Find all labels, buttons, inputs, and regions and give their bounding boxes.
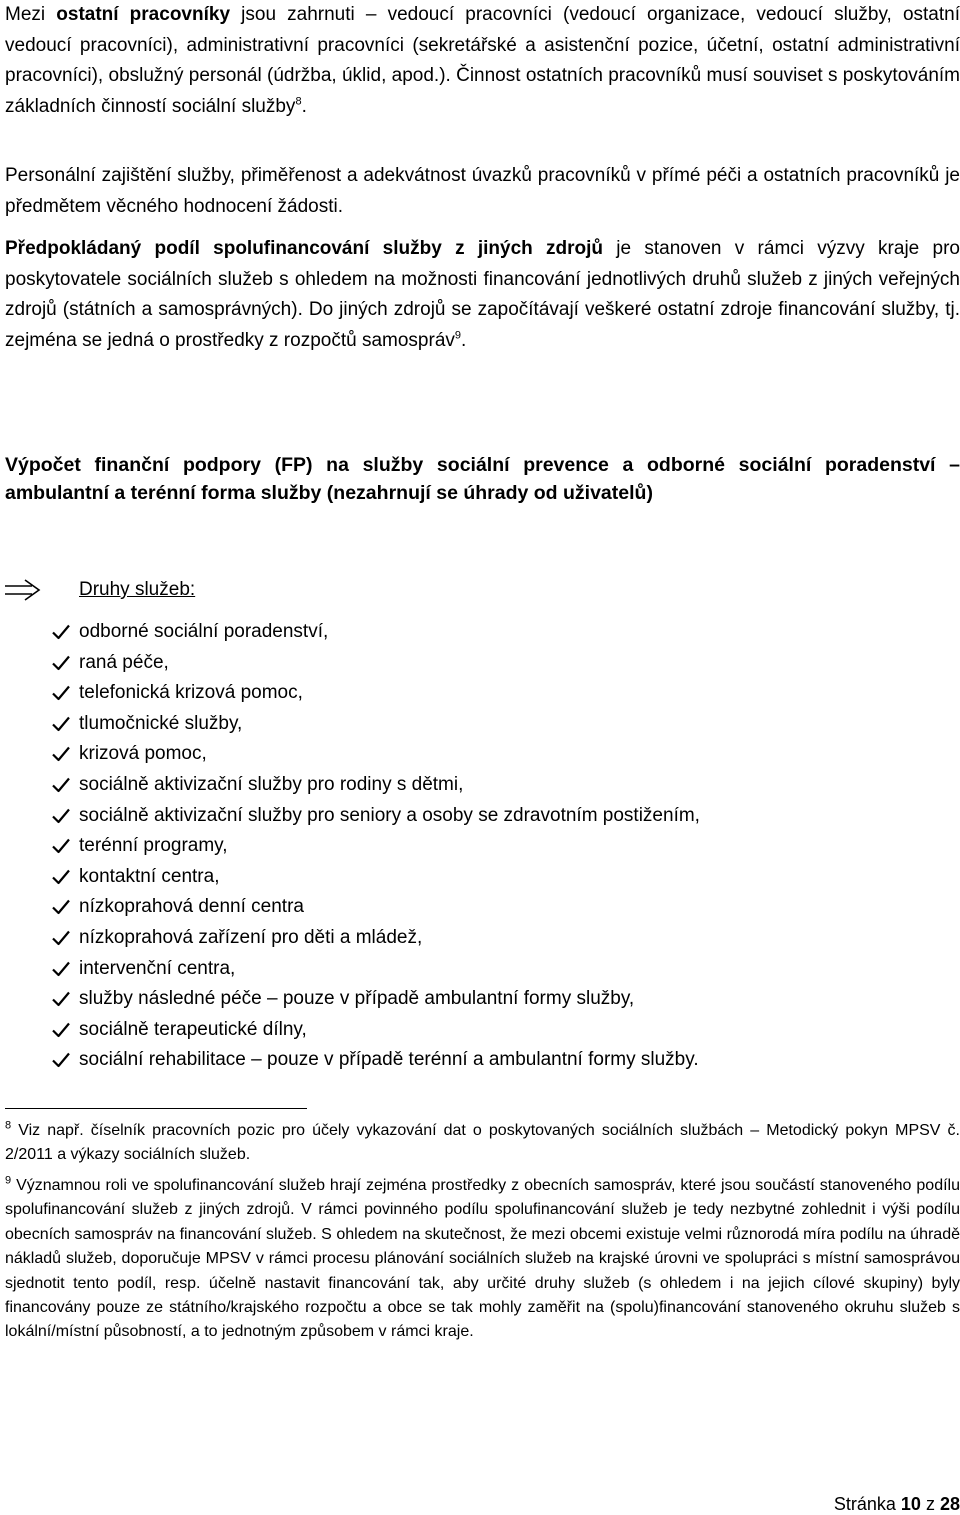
paragraph-other-staff: [5, 0, 960, 123]
section-heading: Výpočet finanční podpory (FP) na služby sociální prevence a odborné sociální poradenství – ambulantní a terénní forma služby (nezahrnují se úhrady od uživatelů): [5, 454, 960, 504]
check-mark-icon: [52, 808, 70, 824]
list-item-label: kontaktní centra,: [79, 865, 220, 887]
list-item: [52, 739, 700, 770]
check-mark-icon: [52, 869, 70, 885]
page-separator: z: [920, 1494, 940, 1514]
list-item: [52, 678, 700, 709]
list-item-label: sociálně aktivizační služby pro seniory a osoby se zdravotním postižením,: [79, 804, 700, 826]
footnote-9: [5, 1174, 960, 1345]
list-item-label: tlumočnické služby,: [79, 712, 243, 734]
text: .: [301, 96, 307, 118]
check-mark-icon: [52, 746, 70, 762]
double-arrow-right-icon: [5, 579, 41, 601]
page-label: Stránka: [833, 1494, 901, 1514]
bold-text: ostatní pracovníky: [56, 4, 231, 25]
list-item-label: intervenční centra,: [79, 957, 236, 979]
check-mark-icon: [52, 1052, 70, 1068]
footnote-ref-9: 9: [454, 329, 462, 342]
list-item: [52, 709, 700, 740]
text: Mezi: [5, 4, 57, 25]
bold-text: Předpokládaný podíl spolufinancování služby z jiných zdrojů: [5, 238, 604, 259]
service-types-list: [52, 617, 700, 1076]
text: .: [461, 330, 467, 352]
list-item-label: raná péče,: [79, 651, 169, 673]
check-mark-icon: [52, 685, 70, 701]
page-number: [834, 1493, 960, 1515]
footnote-number: 9: [5, 1174, 12, 1187]
check-mark-icon: [52, 716, 70, 732]
list-item-label: sociálně aktivizační služby pro rodiny s dětmi,: [79, 773, 464, 795]
check-mark-icon: [52, 624, 70, 640]
footnote-text: Významnou roli ve spolufinancování služeb hrají zejména prostředky z obecních samospráv, které jsou součástí stanoveného podílu spolufinancování služeb z jiných zdrojů. V rámci povinného podílu spolufinancování služeb je tedy nezbytné zohlednit i výši podílu obecních samospráv na financování služeb. S ohledem na skutečnost, že mezi obcemi existuje velmi různorodá míra podílu na úhradě nákladů služeb, doporučuje MPSV v rámci procesu plánování sociálních služeb na krajské úrovni ve spolupráci s místní samosprávou sjednotit tento podíl, resp. účelně nastavit financování tak, aby určité druhy služeb (s ohledem i na jejich cílové skupiny) byly financovány pouze ze státního/krajského rozpočtu a obce se tak mohly zaměřit na (spolu)financování stanoveného okruhu služeb s lokální/místní působností, a to jednotným způsobem v rámci kraje.: [5, 1177, 960, 1341]
list-item: [52, 648, 700, 679]
check-mark-icon: [52, 838, 70, 854]
check-mark-icon: [52, 655, 70, 671]
check-mark-icon: [52, 961, 70, 977]
list-item: [52, 1015, 700, 1046]
list-item-label: sociálně terapeutické dílny,: [79, 1018, 307, 1040]
text: je stanoven v rámci výzvy kraje pro poskytovatele sociálních služeb s ohledem na možnosti financování jednotlivých druhů služeb z jiných veřejných zdrojů (státních a samosprávných). Do jiných zdrojů se započítávají veškeré ostatní zdroje financování služby, tj. zejména se jedná o prostředky z rozpočtů samospráv: [5, 238, 960, 352]
list-item: [52, 617, 700, 648]
service-types-label: Druhy služeb:: [79, 579, 196, 600]
list-item: [52, 862, 700, 893]
list-item-label: nízkoprahová denní centra: [79, 896, 304, 918]
check-mark-icon: [52, 899, 70, 915]
list-item: [52, 1045, 700, 1076]
check-mark-icon: [52, 930, 70, 946]
footnote-number: 8: [5, 1119, 12, 1132]
footnote-ref-8: 8: [295, 95, 302, 108]
list-item-label: odborné sociální poradenství,: [79, 621, 329, 642]
list-item: [52, 892, 700, 923]
list-item-label: telefonická krizová pomoc,: [79, 682, 303, 704]
footnote-divider: [5, 1108, 307, 1109]
text: jsou zahrnuti – vedoucí pracovníci (vedoucí organizace, vedoucí služby, ostatní vedoucí pracovníci), administrativní pracovníci (sekretářské a asistenční pozice, účetní, ostatní administrativní pracovníci), obslužný personál (údržba, úklid, apod.). Činnost ostatních pracovníků musí souviset s poskytováním základních činností sociální služby: [5, 4, 960, 118]
total-pages: 28: [939, 1494, 960, 1514]
current-page: 10: [900, 1494, 921, 1514]
check-mark-icon: [52, 777, 70, 793]
check-mark-icon: [52, 991, 70, 1007]
list-item: [52, 923, 700, 954]
paragraph-cofinancing: [5, 234, 960, 357]
list-item-label: služby následné péče – pouze v případě ambulantní formy služby,: [79, 988, 635, 1010]
list-item: [52, 984, 700, 1015]
footnote-text: Viz např. číselník pracovních pozic pro účely vykazování dat o poskytovaných sociálních službách – Metodický pokyn MPSV č. 2/2011 a výkazy sociálních služeb.: [5, 1122, 960, 1164]
list-item-label: terénní programy,: [79, 835, 228, 857]
list-item: [52, 954, 700, 985]
list-item: [52, 770, 700, 801]
paragraph-staffing: Personální zajištění služby, přiměřenost a adekvátnost úvazků pracovníků v přímé péči a ostatních pracovníků je předmětem věcného hodnocení žádosti.: [5, 165, 960, 217]
list-item-label: sociální rehabilitace – pouze v případě terénní a ambulantní formy služby.: [79, 1049, 699, 1071]
list-item-label: nízkoprahová zařízení pro děti a mládež,: [79, 926, 423, 948]
check-mark-icon: [52, 1022, 70, 1038]
list-item-label: krizová pomoc,: [79, 743, 207, 765]
footnote-8: [5, 1119, 960, 1168]
list-item: [52, 801, 700, 832]
list-item: [52, 831, 700, 862]
